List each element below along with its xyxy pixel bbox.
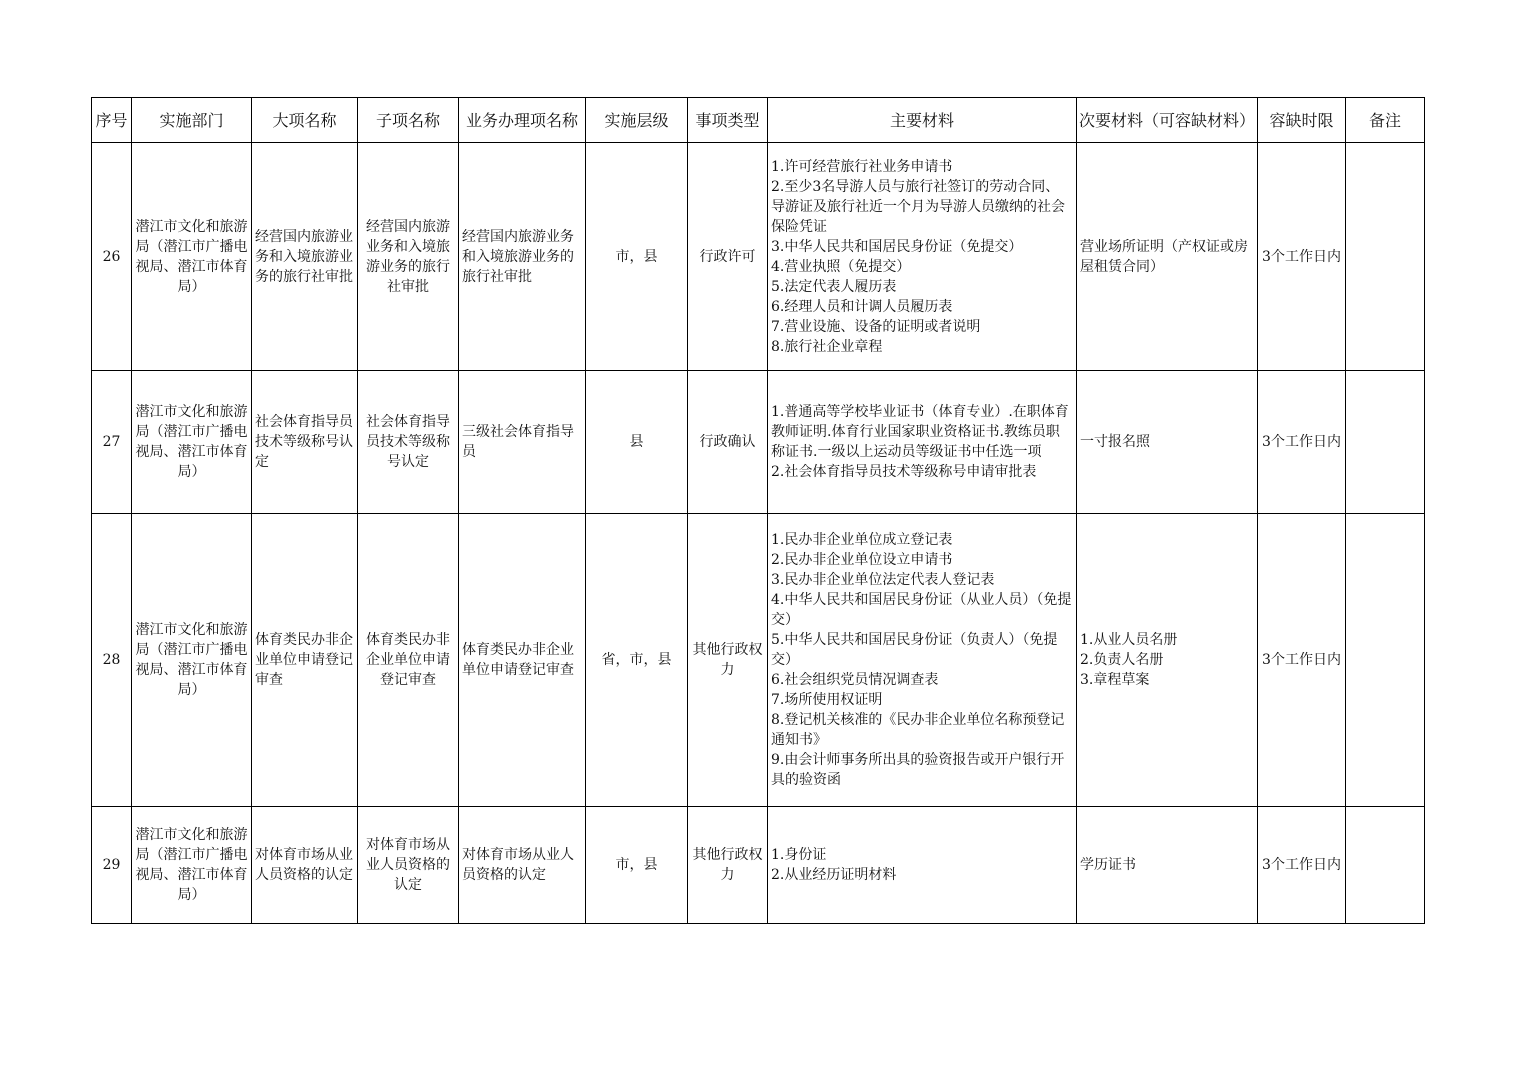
cell-seq: 26 [92, 143, 132, 371]
table-row [92, 514, 1425, 807]
cell-business-item: 对体育市场从业人员资格的认定 [459, 807, 586, 924]
material-item: 1.许可经营旅行社业务申请书 [771, 158, 953, 175]
header-sub-item: 子项名称 [358, 98, 459, 143]
header-level: 实施层级 [586, 98, 688, 143]
cell-main-materials [768, 143, 1077, 371]
material-item: 3.民办非企业单位法定代表人登记表 [771, 572, 995, 588]
header-secondary-materials: 次要材料（可容缺材料） [1077, 98, 1258, 143]
cell-dept: 潜江市文化和旅游局（潜江市广播电视局、潜江市体育局） [132, 143, 252, 371]
cell-remark [1346, 807, 1425, 924]
cell-main-materials [768, 514, 1077, 807]
material-item: 5.中华人民共和国居民身份证（负责人）（免提交） [771, 632, 1058, 668]
header-dept: 实施部门 [132, 98, 252, 143]
cell-seq: 29 [92, 807, 132, 924]
cell-type: 其他行政权力 [688, 514, 768, 807]
material-item: 7.营业设施、设备的证明或者说明 [771, 318, 981, 335]
cell-remark [1346, 514, 1425, 807]
header-business-item: 业务办理项名称 [459, 98, 586, 143]
material-item: 2.社会体育指导员技术等级称号申请审批表 [771, 464, 1037, 480]
cell-secondary-materials [1077, 371, 1258, 514]
cell-type: 其他行政权力 [688, 807, 768, 924]
material-item: 1.从业人员名册 [1080, 632, 1178, 648]
material-item: 一寸报名照 [1080, 434, 1150, 450]
material-item: 2.民办非企业单位设立申请书 [771, 552, 953, 568]
material-item: 6.经理人员和计调人员履历表 [771, 298, 953, 315]
cell-secondary-materials [1077, 807, 1258, 924]
material-item: 6.社会组织党员情况调查表 [771, 672, 939, 688]
cell-time-limit: 3个工作日内 [1258, 514, 1346, 807]
cell-dept: 潜江市文化和旅游局（潜江市广播电视局、潜江市体育局） [132, 514, 252, 807]
cell-major-item: 社会体育指导员技术等级称号认定 [252, 371, 358, 514]
cell-level: 省，市，县 [586, 514, 688, 807]
cell-sub-item: 经营国内旅游业务和入境旅游业务的旅行社审批 [358, 143, 459, 371]
cell-remark [1346, 371, 1425, 514]
cell-level: 县 [586, 371, 688, 514]
header-major-item: 大项名称 [252, 98, 358, 143]
material-item: 5.法定代表人履历表 [771, 278, 897, 295]
table-row [92, 143, 1425, 371]
material-item: 4.营业执照（免提交） [771, 258, 911, 275]
cell-business-item: 体育类民办非企业单位申请登记审查 [459, 514, 586, 807]
cell-time-limit: 3个工作日内 [1258, 371, 1346, 514]
cell-dept: 潜江市文化和旅游局（潜江市广播电视局、潜江市体育局） [132, 807, 252, 924]
table-header-row [92, 98, 1425, 143]
cell-secondary-materials [1077, 514, 1258, 807]
cell-business-item: 经营国内旅游业务和入境旅游业务的旅行社审批 [459, 143, 586, 371]
cell-seq: 27 [92, 371, 132, 514]
cell-seq: 28 [92, 514, 132, 807]
cell-time-limit: 3个工作日内 [1258, 143, 1346, 371]
header-type: 事项类型 [688, 98, 768, 143]
material-item: 营业场所证明（产权证或房屋租赁合同） [1080, 238, 1248, 275]
cell-level: 市，县 [586, 807, 688, 924]
cell-type: 行政确认 [688, 371, 768, 514]
material-item: 4.中华人民共和国居民身份证（从业人员）（免提交） [771, 592, 1072, 628]
cell-sub-item: 社会体育指导员技术等级称号认定 [358, 371, 459, 514]
cell-major-item: 体育类民办非企业单位申请登记审查 [252, 514, 358, 807]
cell-main-materials [768, 807, 1077, 924]
table-body [92, 143, 1425, 924]
cell-business-item: 三级社会体育指导员 [459, 371, 586, 514]
cell-sub-item: 体育类民办非企业单位申请登记审查 [358, 514, 459, 807]
cell-major-item: 对体育市场从业人员资格的认定 [252, 807, 358, 924]
header-main-materials: 主要材料 [768, 98, 1077, 143]
header-seq: 序号 [92, 98, 132, 143]
cell-sub-item: 对体育市场从业人员资格的认定 [358, 807, 459, 924]
material-item: 1.民办非企业单位成立登记表 [771, 532, 953, 548]
table-row [92, 371, 1425, 514]
cell-remark [1346, 143, 1425, 371]
header-time-limit: 容缺时限 [1258, 98, 1346, 143]
material-item: 8.登记机关核准的《民办非企业单位名称预登记通知书》 [771, 712, 1065, 748]
material-item: 8.旅行社企业章程 [771, 338, 883, 355]
material-item: 学历证书 [1080, 857, 1136, 873]
table-row [92, 807, 1425, 924]
materials-table [91, 97, 1425, 924]
cell-dept: 潜江市文化和旅游局（潜江市广播电视局、潜江市体育局） [132, 371, 252, 514]
material-item: 7.场所使用权证明 [771, 692, 883, 708]
cell-type: 行政许可 [688, 143, 768, 371]
cell-time-limit: 3个工作日内 [1258, 807, 1346, 924]
materials-table-sheet [91, 97, 1424, 924]
material-item: 3.中华人民共和国居民身份证（免提交） [771, 238, 1023, 255]
material-item: 2.从业经历证明材料 [771, 867, 897, 883]
cell-secondary-materials [1077, 143, 1258, 371]
material-item: 2.至少3名导游人员与旅行社签订的劳动合同、导游证及旅行社近一个月为导游人员缴纳的社会保险凭证 [771, 178, 1065, 235]
material-item: 1.身份证 [771, 847, 827, 863]
material-item: 3.章程草案 [1080, 672, 1150, 688]
cell-main-materials [768, 371, 1077, 514]
material-item: 2.负责人名册 [1080, 652, 1164, 668]
cell-major-item: 经营国内旅游业务和入境旅游业务的旅行社审批 [252, 143, 358, 371]
material-item: 9.由会计师事务所出具的验资报告或开户银行开具的验资函 [771, 752, 1065, 788]
header-remark: 备注 [1346, 98, 1425, 143]
material-item: 1.普通高等学校毕业证书（体育专业）.在职体育教师证明.体育行业国家职业资格证书.教练员职称证书.一级以上运动员等级证书中任选一项 [771, 404, 1069, 460]
cell-level: 市，县 [586, 143, 688, 371]
